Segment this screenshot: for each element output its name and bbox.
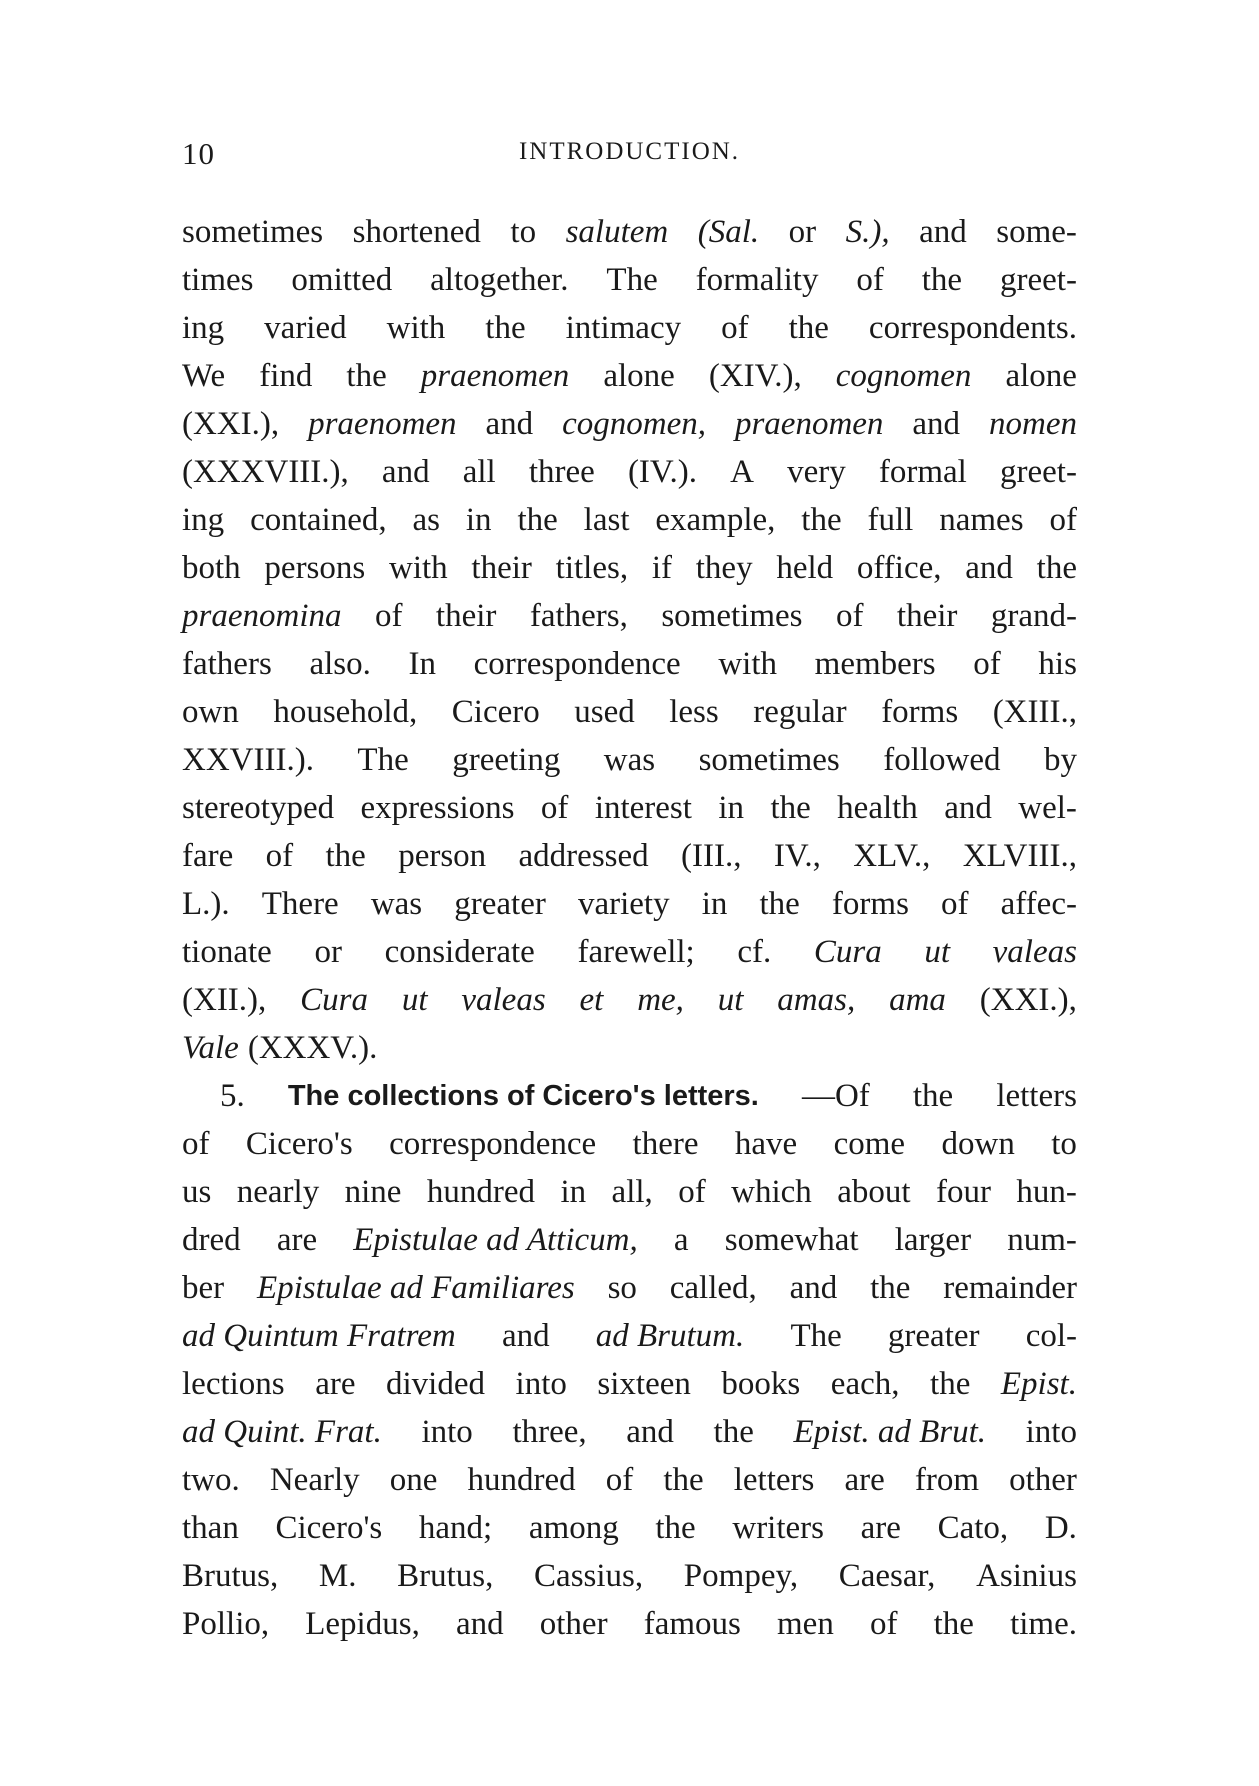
text-word: (XIII., [992,694,1077,730]
text-line [182,208,1077,256]
text-word: ad Quintum Fratrem [182,1318,456,1354]
text-word: Cicero [451,694,540,730]
text-word: Cato, [937,1510,1009,1546]
section-number: 5. [220,1078,245,1114]
text-word: greet- [1000,262,1077,298]
text-line [182,400,1077,448]
text-word: ut [924,934,951,970]
text-word: the [770,790,811,826]
text-word: other [539,1606,608,1642]
text-word: persons [264,550,366,586]
text-word: health [837,790,918,826]
text-word: there [632,1126,699,1162]
text-word: in [701,886,728,922]
text-word: into [515,1366,567,1402]
text-word: followed [883,742,1001,778]
text-word: hand; [418,1510,493,1546]
text-word: titles, [555,550,629,586]
text-word: the [325,838,366,874]
text-word: There [261,886,339,922]
text-word: books [721,1366,801,1402]
text-word: Caesar, [838,1558,936,1594]
text-word: the [912,1078,954,1114]
text-word: are [276,1222,318,1258]
text-word: from [914,1462,980,1498]
text-word: ing [182,502,225,538]
text-word: stereotyped [182,790,335,826]
text-word: household, [273,694,418,730]
text-word: was [603,742,656,778]
text-word: salutem [565,214,669,250]
text-word: each, [830,1366,900,1402]
text-line [182,496,1077,544]
page-header [182,136,1077,186]
text-word: considerate [384,934,535,970]
text-word: altogether. [430,262,569,298]
text-word: their [435,598,497,634]
text-word: his [1038,646,1077,682]
text-word: Cassius, [534,1558,644,1594]
text-word: formality [695,262,819,298]
text-word: and [965,550,1013,586]
text-word: with [386,310,446,346]
text-word: praenomina [182,598,342,634]
text-word: divided [386,1366,485,1402]
text-word: M. [318,1558,357,1594]
text-word: to [510,214,537,250]
text-word: Vale [182,1030,239,1066]
text-word: greater [454,886,546,922]
text-word: nomen [989,406,1077,442]
text-word: of [540,790,569,826]
text-word: Lepidus, [305,1606,420,1642]
text-word: num- [1007,1222,1077,1258]
text-word: alone [1005,358,1077,394]
text-word: greeting [452,742,561,778]
text-word: the [788,310,829,346]
text-word: remainder [943,1270,1077,1306]
text-word: and [626,1414,674,1450]
text-word: person [398,838,487,874]
text-word: greater [887,1318,980,1354]
text-word: correspondence [389,1126,597,1162]
text-line [182,592,1077,640]
text-word: of [941,886,969,922]
text-word: (Sal. [697,214,760,250]
text-word: In [408,646,436,682]
text-line [182,448,1077,496]
text-word: was [370,886,423,922]
text-word: and [501,1318,550,1354]
text-word: time. [1010,1606,1077,1642]
text-word: members [814,646,936,682]
text-line [182,1120,1077,1168]
text-word: held [776,550,834,586]
text-word: valeas [461,982,546,1018]
text-word: full [867,502,914,538]
text-word: praenomen [420,358,570,394]
text-word: (XXI.), [182,406,280,442]
text-word: hun- [1016,1174,1077,1210]
text-word: and [919,214,967,250]
text-line [182,1264,1077,1312]
text-line [182,1456,1077,1504]
text-line [182,1504,1077,1552]
text-word: of [374,598,403,634]
text-word: the [921,262,963,298]
text-word: formal [878,454,967,490]
text-word: the [713,1414,754,1450]
text-word: all, [611,1174,653,1210]
text-word: ama [889,982,946,1018]
text-word: the [933,1606,974,1642]
text-word: into [421,1414,473,1450]
text-word: The [606,262,658,298]
text-word: two. [182,1462,240,1498]
text-word: four [935,1174,991,1210]
text-word: all [462,454,496,490]
text-word: hundred [467,1462,576,1498]
text-line [182,1216,1077,1264]
text-word: farewell; [577,934,695,970]
text-word: into [1025,1414,1077,1450]
text-word: us [182,1174,212,1210]
text-word: called, [669,1270,757,1306]
text-word: three [528,454,595,490]
text-word: Nearly [269,1462,360,1498]
text-word: somewhat [724,1222,859,1258]
text-word: less [669,694,719,730]
text-word: forms [881,694,959,730]
text-word: with [718,646,778,682]
text-word: of [1049,502,1077,538]
text-word: fare [182,838,234,874]
text-word: the [346,358,387,394]
text-word: three, [512,1414,587,1450]
text-word: of [605,1462,634,1498]
text-word: sometimes [698,742,840,778]
text-word: (XII.), [182,982,267,1018]
text-word: times [182,262,254,298]
text-word: Asinius [976,1558,1077,1594]
text-word: Brutus, [397,1558,494,1594]
text-word: ad Quint. Frat. [182,1414,382,1450]
text-word: the [801,502,842,538]
text-word: forms [831,886,909,922]
text-word: lections [182,1366,285,1402]
text-word: Epist. ad Brut. [793,1414,987,1450]
text-word: —Of [801,1078,870,1114]
text-word: (XXI.), [979,982,1077,1018]
text-word: Pollio, [182,1606,270,1642]
text-word: and [944,790,992,826]
text-word: letters [733,1462,815,1498]
text-line [182,976,1077,1024]
text-word: greet- [1000,454,1077,490]
text-word: varied [264,310,347,346]
text-word: wel- [1018,790,1077,826]
text-word: alone [603,358,675,394]
text-word: grand- [990,598,1077,634]
text-word: their [896,598,958,634]
text-line [182,256,1077,304]
text-word: col- [1025,1318,1077,1354]
text-word: shortened [352,214,481,250]
text-word: of [721,310,749,346]
text-word: XXVIII.). [182,742,314,778]
text-word: about [837,1174,911,1210]
text-word: (XXXV.). [247,1030,378,1066]
text-word: the [930,1366,971,1402]
text-line [182,304,1077,352]
text-word: sometimes [182,214,324,250]
text-word: (IV.). [627,454,697,490]
text-word: are [844,1462,885,1498]
text-word: own [182,694,239,730]
text-word: ing [182,310,225,346]
text-line [182,832,1077,880]
text-word: IV., [773,838,821,874]
text-word: cf. [737,934,772,970]
text-line [182,544,1077,592]
text-word: fathers [182,646,272,682]
text-word: larger [894,1222,972,1258]
text-word: expressions [360,790,515,826]
text-word: or [314,934,342,970]
text-word: ad Brutum. [595,1318,745,1354]
text-word: the [1036,550,1077,586]
text-word: their [471,550,532,586]
text-word: very [787,454,846,490]
text-word: interest [594,790,692,826]
text-word: the [485,310,526,346]
section-heading: The collections of Cicero's letters. [287,1080,759,1112]
text-word: down [941,1126,1015,1162]
text-word: amas, [777,982,856,1018]
text-word: Epistulae ad Atticum, [353,1222,638,1258]
text-word: sixteen [597,1366,691,1402]
text-word: other [1009,1462,1077,1498]
text-word: praenomen [308,406,457,442]
text-word: nearly [236,1174,320,1210]
text-word: of [182,1126,210,1162]
text-word: among [528,1510,619,1546]
text-line [182,1312,1077,1360]
text-word: are [860,1510,901,1546]
text-word: cognomen, [562,406,707,442]
text-word: find [259,358,313,394]
text-line [182,1168,1077,1216]
text-word: praenomen [734,406,884,442]
text-word: in [465,502,492,538]
text-word: or [788,214,817,250]
text-word: the [663,1462,704,1498]
text-word: of [835,598,864,634]
text-word: correspondents. [868,310,1077,346]
text-word: of [869,1606,898,1642]
text-word: sometimes [661,598,803,634]
text-line [182,736,1077,784]
text-word: and [912,406,961,442]
text-word: by [1044,742,1077,778]
text-word: and [789,1270,838,1306]
text-word: ber [182,1270,225,1306]
text-word: me, [637,982,684,1018]
text-line [182,1024,1077,1072]
text-word: they [695,550,753,586]
text-word: The [357,742,409,778]
text-word: tionate [182,934,272,970]
text-word: letters [996,1078,1077,1114]
text-word: the [517,502,558,538]
text-word: Cura [300,982,368,1018]
text-word: which [731,1174,812,1210]
text-word: Cicero's [245,1126,353,1162]
text-word: so [607,1270,637,1306]
text-word: The [790,1318,842,1354]
text-word: a [673,1222,689,1258]
text-word: omitted [291,262,393,298]
text-word: also. [309,646,371,682]
text-word: the [870,1270,911,1306]
text-word: Brutus, [182,1558,279,1594]
text-word: writers [732,1510,824,1546]
text-word: famous [643,1606,741,1642]
text-word: nine [344,1174,402,1210]
text-line [182,1552,1077,1600]
text-word: regular [753,694,847,730]
text-word: correspondence [473,646,681,682]
text-word: (XIV.), [708,358,802,394]
text-word: in [718,790,745,826]
text-word: (III., [681,838,742,874]
text-word: hundred [426,1174,536,1210]
text-word: Pompey, [683,1558,799,1594]
text-line [182,928,1077,976]
text-word: addressed [518,838,649,874]
text-line [182,1360,1077,1408]
text-word: (XXXVIII.), [182,454,349,490]
text-word: variety [577,886,670,922]
text-word: fathers, [529,598,628,634]
text-word: XLVIII., [962,838,1077,874]
text-line [182,1408,1077,1456]
text-word: of [678,1174,706,1210]
text-word: XLV., [853,838,931,874]
text-word: and [485,406,534,442]
text-word: if [651,550,672,586]
text-line [182,352,1077,400]
section-heading-line [182,1072,1077,1120]
text-word: as [412,502,440,538]
text-word: Cicero's [275,1510,383,1546]
text-word: have [734,1126,798,1162]
text-word: men [777,1606,834,1642]
text-line [182,688,1077,736]
text-word: with [389,550,448,586]
text-word: S.), [845,214,890,250]
text-word: both [182,550,241,586]
text-word: office, [856,550,942,586]
text-line [182,880,1077,928]
text-line [182,1600,1077,1648]
text-word: valeas [992,934,1077,970]
text-word: last [583,502,630,538]
text-word: of [265,838,294,874]
text-word: and [381,454,430,490]
text-word: come [833,1126,906,1162]
text-word: are [315,1366,356,1402]
text-word: dred [182,1222,241,1258]
text-word: L.). [182,886,230,922]
text-word: affec- [1000,886,1077,922]
text-word: in [560,1174,587,1210]
text-word: used [574,694,635,730]
text-word: than [182,1510,239,1546]
text-word: Epistulae ad Familiares [256,1270,575,1306]
text-word: ut [717,982,744,1018]
text-word: the [759,886,800,922]
text-word: to [1051,1126,1077,1162]
text-word: contained, [250,502,387,538]
text-line [182,640,1077,688]
text-word: cognomen [835,358,972,394]
page-number: 10 [182,136,215,171]
text-word: A [730,454,754,490]
text-word: et [579,982,604,1018]
text-word: ut [401,982,428,1018]
body-text [182,208,1077,1648]
text-word: of [973,646,1001,682]
running-head: INTRODUCTION. [518,138,741,165]
text-word: We [182,358,226,394]
text-word: D. [1044,1510,1077,1546]
text-word: and [455,1606,504,1642]
text-word: one [389,1462,438,1498]
text-word: some- [996,214,1077,250]
text-line [182,784,1077,832]
text-word: intimacy [565,310,682,346]
text-word: of [856,262,884,298]
text-word: example, [655,502,776,538]
text-word: Epist. [1000,1366,1077,1402]
text-word: Cura [813,934,882,970]
text-word: names [939,502,1024,538]
text-word: the [655,1510,696,1546]
